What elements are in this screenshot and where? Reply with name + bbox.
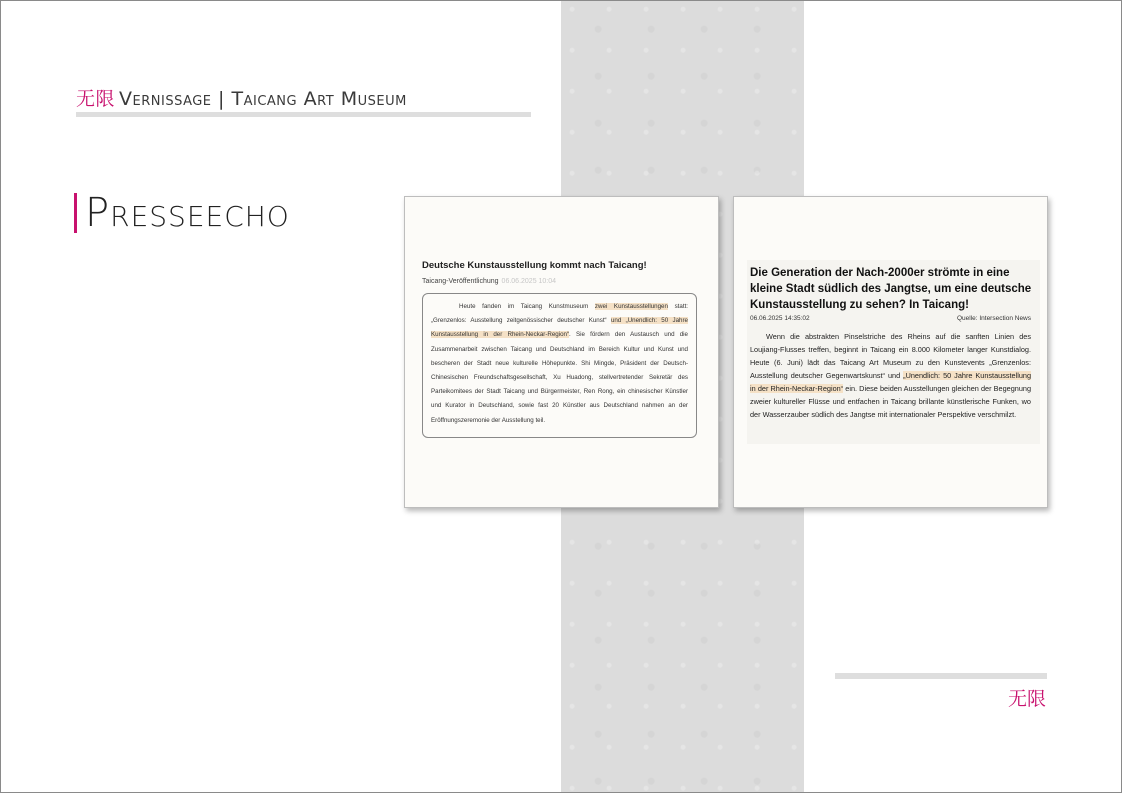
clipping-2-source: Quelle: Intersection News xyxy=(956,315,1031,322)
page-header xyxy=(76,84,531,111)
clipping-2-body xyxy=(750,330,1031,421)
clipping-1-highlight: und „Unendlich: 50 Jahre Kunstausstellung in der Rhein-Neckar-Region“ xyxy=(431,317,688,339)
footer-chinese-text: 无限 xyxy=(1007,688,1046,710)
clipping-1-body xyxy=(431,300,688,428)
clipping-1-highlight: zwei Kunstausstellungen xyxy=(594,303,668,310)
clipping-2-highlight: „Unendlich: 50 Jahre Kunstausstellung in der Rhein-Neckar-Region“ xyxy=(750,371,1032,393)
title-accent-bar xyxy=(74,193,77,233)
clipping-2-body-part: ein. Diese beiden Ausstellungen gleichen der Begegnung zweier kultureller Flüsse und entfachen in Taicang brillante künstlerische Funken, wo der Wasserzauber südlich des Jangtse mit internationaler Perspektive verschmilzt. xyxy=(750,384,1031,419)
clipping-2-meta xyxy=(750,315,1031,322)
page-title xyxy=(74,190,290,236)
press-clipping-2 xyxy=(733,196,1048,508)
clipping-2-article xyxy=(747,260,1040,444)
footer-line xyxy=(835,673,1047,679)
clipping-1-headline: Deutsche Kunstausstellung kommt nach Taicang! xyxy=(422,260,647,271)
header-chinese-text: 无限 xyxy=(76,88,116,110)
clipping-1-date: 06.06.2025 10:04 xyxy=(501,278,557,285)
clipping-2-body-part: Wenn die abstrakten Pinselstriche des Rheins auf die sanften Linien des Loujiang-Flusses treffen, beginnt in Taicang ein 8.000 Kilometer langer Kunstdialog. Heute (6. Juni) lädt das Taicang Art Museum zu den Kunstevents „Grenzenlos: Ausstellung deutscher Gegenwartskunst“ und xyxy=(750,332,1031,380)
clipping-1-meta xyxy=(422,278,556,285)
clipping-1-body-part: Heute fanden im Taicang Kunstmuseum xyxy=(459,303,595,310)
header-text: Vernissage | Taicang Art Museum xyxy=(119,88,407,110)
clipping-1-body-part: . Sie fördern den Austausch und die Zusammenarbeit zwischen Taicang und Deutschland im Bereich Kultur und Kunst und bescheren der Stadt neue kulturelle Höhepunkte. Shi Mingde, Präsident der Deutsch-Chinesischen Freundschaftsgesellschaft, Xu Huadong, stellvertretender Sekretär des Parteikomitees der Stadt Taicang und Bürgermeister, Ren Rong, ein chinesischer Künstler und Kurator in Deutschland, sowie fast 20 Künstler aus Deutschland nahmen an der Eröffnungszeremonie der Ausstellung teil. xyxy=(431,331,688,424)
clipping-1-source: Taicang-Veröffentlichung xyxy=(422,278,499,285)
clipping-1-text-box xyxy=(422,293,697,438)
clipping-1-body-part: statt: „Grenzenlos: Ausstellung zeitgenössischer deutscher Kunst“ xyxy=(431,303,689,325)
header-underline xyxy=(76,112,531,117)
press-clipping-1 xyxy=(404,196,719,508)
clipping-2-headline: Die Generation der Nach-2000er strömte in eine kleine Stadt südlich des Jangtse, um eine deutsche Kunstausstellung zu sehen? In Taicang! xyxy=(750,267,1032,311)
title-text: Presseecho xyxy=(85,190,290,236)
clipping-2-date: 06.06.2025 14:35:02 xyxy=(750,315,810,322)
